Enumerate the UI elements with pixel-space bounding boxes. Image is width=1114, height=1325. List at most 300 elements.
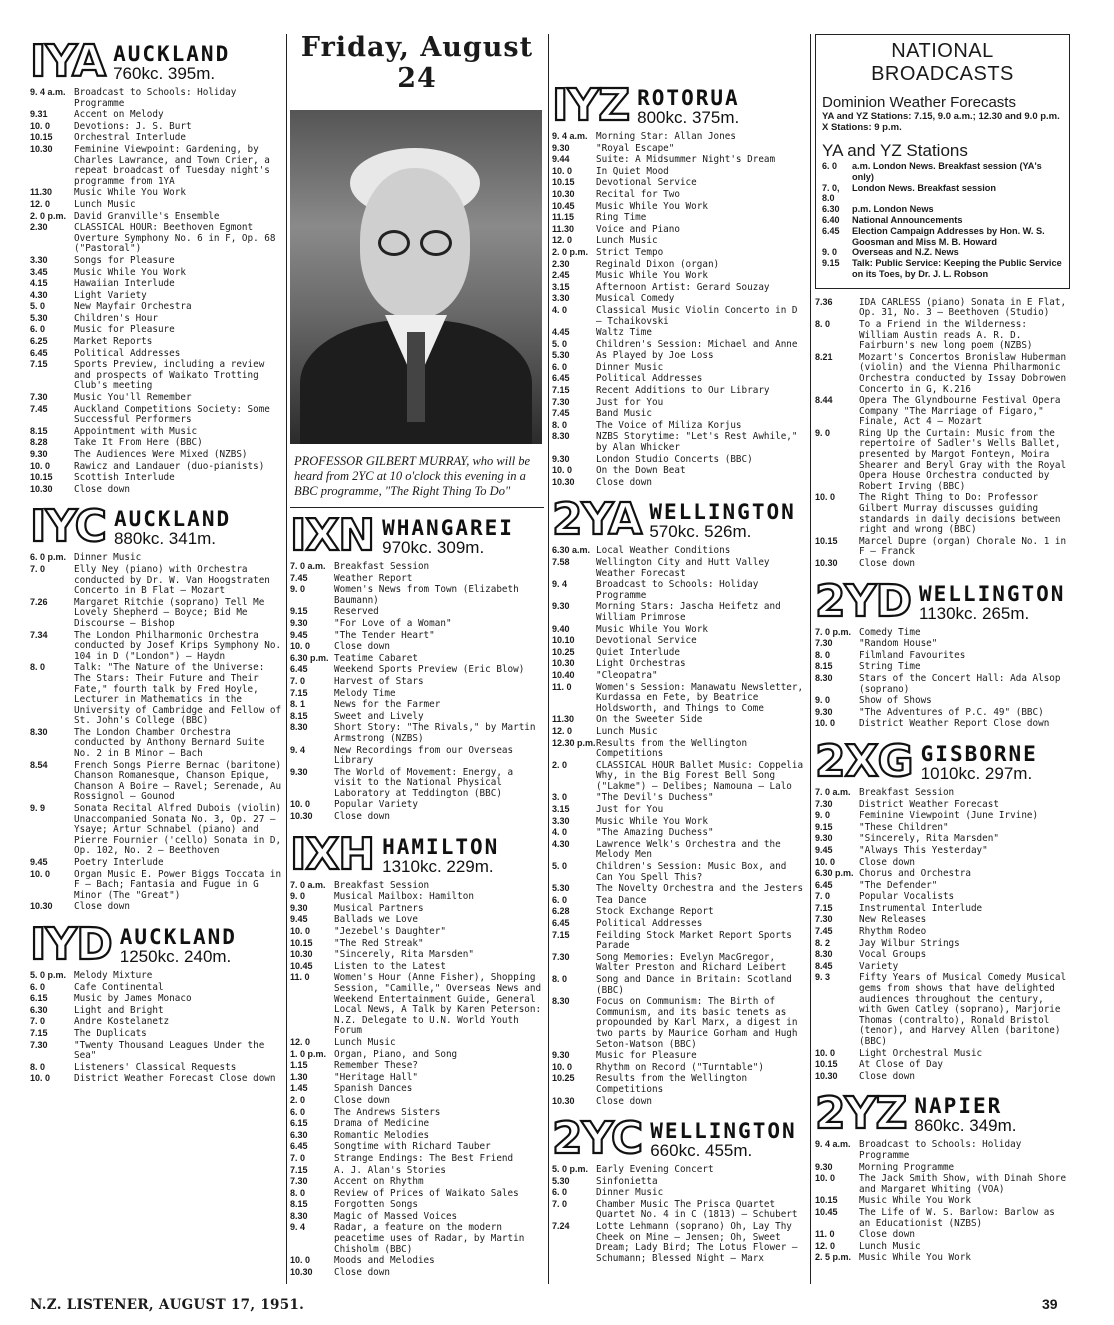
programme-time: 7.30 — [815, 798, 833, 809]
programme-title: Strange Endings: The Best Friend — [334, 1152, 514, 1164]
programme-title: Drama of Medicine — [334, 1118, 430, 1130]
programme-title: District Weather Report Close down — [859, 718, 1050, 730]
programme-item — [552, 579, 806, 601]
programme-time: 12. 0 — [815, 1240, 836, 1251]
programme-item — [290, 722, 544, 744]
programme-item — [815, 833, 1070, 845]
programme-item — [815, 1229, 1070, 1241]
programme-time: 8. 1 — [290, 699, 306, 710]
programme-title: Sonata Recital Alfred Dubois (violin) Unaccompanied Sonata No. 3, Op. 27 — Ysaye; Artur Schnabel (piano) and Pierre Fournier ('cello) Sonata in D, Op. 102, No. 2 — Beethoven — [74, 803, 282, 857]
programme-title: The Duplicats — [74, 1027, 147, 1039]
programme-time: 1. 0 p.m. — [290, 1048, 327, 1059]
programme-time: 10. 0 — [290, 926, 311, 937]
station-header-2yc — [552, 1113, 806, 1165]
programme-item — [290, 1211, 544, 1223]
programme-title: Music You'll Remember — [74, 392, 192, 404]
station-city: AUCKLAND — [113, 42, 231, 66]
programme-time: 6.45 — [815, 879, 833, 890]
programme-time: 9.30 — [290, 617, 308, 628]
programme-time: 2. 0 — [290, 1094, 306, 1105]
programme-title: Sweet and Lively — [334, 710, 424, 722]
station-header-1yz — [552, 80, 806, 131]
programme-time: 9. 3 — [815, 972, 831, 983]
programme-item — [290, 949, 544, 961]
programme-time: 7. 0 — [30, 1016, 46, 1027]
programme-time: 2.30 — [552, 258, 570, 269]
national-item — [822, 226, 1063, 248]
programme-time: 9. 9 — [30, 803, 46, 814]
programme-item — [552, 373, 806, 385]
programme-title: Melody Mixture — [74, 969, 153, 981]
programme-time: 8.30 — [552, 431, 570, 442]
portrait-photo — [290, 110, 542, 444]
programme-time: 5.30 — [552, 883, 570, 894]
national-item-time: 6.45 — [822, 225, 840, 236]
programme-item — [552, 465, 806, 477]
programme-time: 10.30 — [290, 1266, 313, 1277]
programme-time: 7.15 — [30, 1027, 48, 1038]
page-title: Friday, August 24 — [300, 34, 534, 94]
programme-time: 9. 4 — [290, 744, 306, 755]
programme-item — [552, 1073, 806, 1095]
programme-item — [290, 880, 544, 892]
programme-title: "Heritage Hall" — [334, 1071, 418, 1083]
programme-time: 9.30 — [552, 601, 570, 612]
programme-time: 3.30 — [552, 815, 570, 826]
programme-time: 8.15 — [815, 661, 833, 672]
programme-title: On the Sweeter Side — [596, 714, 703, 726]
programme-item — [30, 662, 282, 727]
programme-title: Wellington City and Hutt Valley Weather Forecast — [596, 557, 770, 579]
programme-time: 3.30 — [552, 293, 570, 304]
programme-item — [290, 767, 544, 800]
programme-title: Music While You Work — [74, 266, 186, 278]
programme-title: Children's Session: Michael and Anne — [596, 338, 798, 350]
programme-item — [290, 1130, 544, 1142]
programme-time: 7.30 — [815, 914, 833, 925]
programme-title: Close down — [74, 901, 130, 913]
programme-item — [815, 787, 1070, 799]
programme-item — [552, 816, 806, 828]
programme-item — [30, 901, 282, 913]
programme-title: Suite: A Midsummer Night's Dream — [596, 154, 776, 166]
programme-title: Rawicz and Landauer (duo-pianists) — [74, 460, 265, 472]
programme-item — [552, 1062, 806, 1074]
programme-title: Music for Pleasure — [596, 1050, 697, 1062]
programme-time: 4.45 — [552, 327, 570, 338]
programme-time: 7.15 — [30, 359, 48, 370]
programme-item — [30, 278, 282, 290]
station-city: WELLINGTON — [650, 1119, 797, 1144]
programme-title: Moods and Melodies — [334, 1255, 435, 1267]
column-2 — [290, 34, 544, 1278]
programme-title: CLASSICAL HOUR Ballet Music: Coppelia Why, in the Big Forest Bell Song ("Lakme") — Delibes; Namouna — Lalo — [596, 759, 804, 792]
programme-title: Poetry Interlude — [74, 857, 164, 868]
station-frequency: 1310kc. 229m. — [382, 856, 494, 876]
programme-title: Close down — [859, 1070, 915, 1082]
programme-title: Children's Session: Music Box, and Can You Spell This? — [596, 861, 787, 883]
national-broadcasts-box — [815, 34, 1070, 289]
national-item-text: Overseas and N.Z. News — [852, 247, 959, 258]
programme-time: 10. 0 — [290, 799, 311, 810]
programme-time: 9.30 — [552, 142, 570, 153]
station-frequency: 760kc. 395m. — [113, 64, 216, 83]
programme-title: Close down — [859, 558, 915, 570]
station-frequency: 1250kc. 240m. — [119, 946, 232, 966]
programme-title: Forgotten Songs — [334, 1199, 418, 1211]
programme-item — [30, 324, 282, 336]
programme-title: "For Love of a Woman" — [334, 617, 452, 629]
programme-item — [30, 1062, 282, 1074]
programme-title: Music While You Work — [859, 1195, 971, 1207]
programme-title: The Andrews Sisters — [334, 1106, 441, 1118]
programme-time: 7.15 — [290, 687, 308, 698]
programme-time: 2.30 — [30, 222, 48, 233]
programme-item — [815, 428, 1070, 493]
programme-title: New Recordings from our Overseas Library — [334, 744, 514, 767]
programme-title: Women's Session: Manawatu Newsletter, Kurdassa en Fete, by Beatrice Holdsworth, and Things to Come — [596, 681, 804, 714]
programme-title: Feminine Viewpoint: Gardening, by Charles Lawrance, and Town Crier, a repeat broadcast of Tuesday night's programme from 1YA — [74, 143, 270, 187]
programme-item — [290, 630, 544, 642]
programme-item — [552, 235, 806, 247]
programme-item — [552, 906, 806, 918]
programme-time: 10.30 — [552, 1095, 575, 1106]
programme-time: 12.30 p.m. — [552, 737, 596, 748]
programme-title: Waltz Time — [596, 327, 652, 339]
programme-item — [552, 760, 806, 793]
programme-item — [815, 673, 1070, 695]
programme-item — [552, 601, 806, 623]
programme-time: 9.30 — [290, 902, 308, 913]
programme-item — [552, 918, 806, 930]
station-frequency: 570kc. 526m. — [649, 522, 752, 542]
programme-item — [552, 339, 806, 351]
programme-title: Review of Prices of Waikato Sales — [334, 1187, 519, 1199]
programme-time: 10.30 — [30, 143, 53, 154]
programme-time: 9. 4 — [290, 1222, 306, 1233]
programme-title: Political Addresses — [596, 918, 703, 929]
programme-time: 8.30 — [552, 996, 570, 1007]
programme-time: 7.36 — [815, 296, 833, 307]
programme-item — [290, 688, 544, 700]
programme-item — [552, 189, 806, 201]
programme-item — [30, 472, 282, 484]
programme-title: Tea Dance — [596, 894, 647, 906]
station-city: WHANGAREI — [382, 516, 514, 540]
programme-item — [30, 109, 282, 121]
programme-title: Popular Vocalists — [859, 891, 955, 903]
programme-title: Comedy Time — [859, 626, 921, 638]
programme-time: 1.15 — [290, 1060, 308, 1071]
programme-item — [815, 695, 1070, 707]
national-item — [822, 215, 1063, 226]
weather-times-x: X Stations: 9 p.m. — [822, 122, 902, 133]
programme-title: Political Addresses — [596, 373, 703, 385]
programme-title: Close down — [859, 856, 915, 868]
programme-item — [30, 552, 282, 564]
programme-title: Broadcast to Schools: Holiday Programme — [859, 1139, 1022, 1161]
programme-time: 9. 4 a.m. — [552, 131, 588, 141]
station-city: GISBORNE — [920, 741, 1038, 766]
programme-item — [815, 914, 1070, 926]
programme-item — [30, 1028, 282, 1040]
programme-item — [552, 201, 806, 213]
programme-item — [290, 914, 544, 926]
programme-item — [30, 426, 282, 438]
programme-title: Breakfast Session — [334, 879, 430, 891]
programme-title: Song and Dance in Britain: Scotland (BBC) — [596, 973, 792, 996]
programme-time: 8.30 — [815, 672, 833, 683]
programme-title: Light Orchestras — [596, 658, 686, 670]
programme-item — [30, 993, 282, 1005]
programme-time: 5.30 — [552, 1175, 570, 1186]
national-item — [822, 204, 1063, 215]
programme-item — [815, 822, 1070, 834]
programme-item — [30, 1016, 282, 1028]
programme-item — [815, 718, 1070, 730]
programme-item — [290, 561, 544, 573]
programme-time: 7.15 — [815, 902, 833, 913]
programme-item — [290, 699, 544, 711]
programme-time: 8.45 — [815, 960, 833, 971]
programme-item — [815, 857, 1070, 869]
programme-title: "The Defender" — [859, 879, 938, 891]
programme-title: Focus on Communism: The Birth of Communism, and its basic tenets as propounded by Karl Marx, a digest in two parts by Maurice Gorham and Hugh Seton-Watson (BBC) — [596, 996, 798, 1050]
station-logo: IYD — [30, 918, 112, 970]
programme-list — [815, 627, 1070, 730]
programme-item — [30, 484, 282, 496]
programme-item — [30, 313, 282, 325]
programme-time: 7. 0 a.m. — [815, 786, 851, 797]
programme-time: 5. 0 — [552, 338, 568, 349]
programme-time: 5. 0 p.m. — [552, 1164, 589, 1175]
programme-title: Accent on Melody — [74, 109, 164, 121]
programme-item — [30, 187, 282, 199]
programme-title: Dinner Music — [596, 1187, 664, 1199]
programme-time: 10.10 — [552, 635, 575, 646]
programme-time: 7. 0 — [30, 563, 46, 574]
programme-time: 6.25 — [30, 336, 48, 347]
programme-title: The Right Thing to Do: Professor Gilbert Murray discusses guiding standards in daily decisions between right and wrong (BBC) — [859, 492, 1061, 536]
programme-title: Music for Pleasure — [74, 324, 175, 336]
programme-title: To a Friend in the Wilderness: William Austin reads A. R. D. Fairburn's new long poem (NZBS) — [859, 318, 1033, 352]
programme-title: Lunch Music — [334, 1036, 396, 1048]
programme-time: 9. 4 a.m. — [815, 1139, 851, 1150]
programme-item — [815, 845, 1070, 857]
station-city: WELLINGTON — [649, 500, 796, 525]
programme-time: 7.30 — [30, 392, 48, 403]
station-header-1yc — [30, 501, 282, 553]
programme-item — [815, 536, 1070, 558]
programme-time: 10. 0 — [30, 868, 51, 879]
programme-item — [552, 166, 806, 178]
programme-item — [815, 638, 1070, 650]
programme-item — [290, 653, 544, 665]
programme-time: 4. 0 — [552, 827, 568, 838]
programme-time: 8.15 — [290, 710, 308, 721]
programme-time: 8.30 — [290, 722, 308, 733]
programme-title: London Studio Concerts (BBC) — [596, 453, 753, 465]
programme-list — [290, 561, 544, 823]
programme-time: 2. 0 p.m. — [30, 210, 67, 221]
programme-item — [815, 949, 1070, 961]
programme-time: 11.30 — [552, 714, 575, 725]
programme-title: Music While You Work — [596, 815, 708, 827]
programme-title: Women's News from Town (Elizabeth Baumann) — [334, 584, 519, 606]
programme-item — [290, 606, 544, 618]
programme-time: 9.15 — [815, 821, 833, 832]
programme-time: 7.30 — [815, 638, 833, 649]
programme-time: 5. 0 — [552, 861, 568, 872]
programme-item — [290, 938, 544, 950]
programme-time: 9.30 — [815, 833, 833, 844]
programme-item — [552, 861, 806, 883]
programme-item — [290, 1072, 544, 1084]
programme-time: 7. 0 — [815, 891, 831, 902]
programme-item — [552, 247, 806, 259]
programme-item — [290, 711, 544, 723]
station-city: WELLINGTON — [919, 581, 1066, 606]
programme-title: Feminine Viewpoint (June Irvine) — [859, 810, 1039, 822]
programme-time: 6.45 — [552, 918, 570, 928]
programme-time: 8.54 — [30, 759, 48, 770]
programme-title: Dinner Music — [74, 552, 142, 564]
programme-title: Mozart's Concertos Bronislaw Huberman (violin) and the Vienna Philharmonic Orchestra conducted by Issay Dobrowen Concerto in G, K.216 — [859, 351, 1067, 395]
station-logo: IYC — [30, 501, 106, 553]
national-item — [822, 247, 1063, 258]
programme-item — [815, 1241, 1070, 1253]
station-city: AUCKLAND — [113, 507, 232, 532]
programme-title: Musical Mailbox: Hamilton — [334, 891, 474, 903]
programme-title: New Mayfair Orchestra — [74, 301, 192, 313]
station-city: AUCKLAND — [119, 924, 237, 949]
programme-title: Andre Kostelanetz — [74, 1016, 170, 1028]
programme-time: 6.30 a.m. — [552, 545, 591, 556]
programme-item — [30, 857, 282, 869]
programme-title: "These Children" — [859, 821, 949, 833]
programme-time: 10.15 — [552, 177, 575, 188]
programme-item — [815, 707, 1070, 719]
programme-item — [552, 293, 806, 305]
programme-time: 10.15 — [815, 535, 838, 546]
programme-title: Instrumental Interlude — [859, 902, 983, 914]
station-header-2yz — [815, 1088, 1070, 1140]
national-item-text: Talk: Public Service: Keeping the Public Service on its Toes, by Dr. J. L. Robson — [852, 258, 1062, 279]
programme-title: Results from the Wellington Competitions — [596, 1073, 748, 1095]
programme-time: 7.30 — [30, 1039, 48, 1050]
programme-item — [552, 682, 806, 715]
programme-title: Recital for Two — [596, 188, 680, 200]
programme-title: Morning Star: Allan Jones — [596, 131, 736, 142]
programme-title: Breakfast Session — [859, 786, 955, 798]
station-logo: 2XG — [815, 735, 913, 787]
programme-item — [552, 714, 806, 726]
national-broadcasts-title: NATIONAL BROADCASTS — [871, 40, 1014, 85]
programme-item — [552, 1187, 806, 1199]
programme-title: Early Evening Concert — [596, 1164, 714, 1176]
programme-item — [290, 903, 544, 915]
programme-title: Weather Report — [334, 572, 413, 584]
programme-title: Lunch Music — [596, 235, 658, 247]
programme-time: 3.30 — [30, 254, 48, 265]
programme-time: 8. 0 — [815, 649, 831, 660]
programme-title: Melody Time — [334, 687, 396, 699]
programme-time: 6.15 — [290, 1118, 308, 1129]
programme-time: 10.30 — [290, 811, 313, 822]
programme-item — [290, 1199, 544, 1211]
programme-item — [290, 745, 544, 767]
programme-time: 6.28 — [552, 906, 570, 917]
programme-item — [290, 1267, 544, 1279]
programme-item — [290, 1107, 544, 1119]
programme-title: Lunch Music — [859, 1240, 921, 1252]
programme-title: Devotions: J. S. Burt — [74, 120, 192, 132]
programme-time: 8. 0 — [552, 973, 568, 984]
programme-time: 9.45 — [290, 914, 308, 925]
programme-item — [30, 267, 282, 279]
programme-time: 10.15 — [815, 1059, 838, 1070]
station-frequency: 660kc. 455m. — [650, 1141, 753, 1161]
programme-item — [815, 352, 1070, 395]
programme-time: 10. 0 — [815, 1173, 836, 1184]
programme-item — [30, 1040, 282, 1062]
programme-time: 10.15 — [290, 937, 313, 948]
programme-title: On the Down Beat — [596, 465, 686, 477]
programme-title: Musical Partners — [334, 902, 424, 914]
programme-item — [552, 259, 806, 271]
programme-time: 10.45 — [815, 1206, 838, 1217]
programme-title: Music While You Work — [74, 187, 186, 199]
programme-title: Marcel Dupre (organ) Chorale No. 1 in F — Franck — [859, 535, 1067, 558]
programme-time: 9.30 — [290, 766, 308, 777]
programme-item — [552, 930, 806, 952]
programme-time: 1.45 — [290, 1083, 308, 1094]
programme-item — [552, 1199, 806, 1221]
programme-item — [552, 792, 806, 804]
programme-item — [552, 839, 806, 861]
programme-time: 7.30 — [552, 396, 570, 407]
programme-time: 9. 4 — [552, 579, 568, 590]
programme-item — [290, 1083, 544, 1095]
weather-forecasts-heading: Dominion Weather Forecasts — [822, 94, 1016, 111]
page-number: 39 — [1042, 1296, 1058, 1312]
programme-time: 10. 0 — [552, 165, 573, 176]
programme-time: 9.30 — [815, 1161, 833, 1172]
programme-time: 10. 0 — [815, 718, 836, 729]
programme-item — [290, 1153, 544, 1165]
programme-item — [815, 297, 1070, 319]
programme-title: Radar, a feature on the modern peacetime uses of Radar, by Martin Chisholm (BBC) — [334, 1222, 525, 1255]
programme-title: Morning Programme — [859, 1161, 955, 1173]
station-header-1xn — [290, 510, 544, 561]
programme-time: 7.15 — [552, 385, 570, 396]
programme-title: News for the Farmer — [334, 699, 441, 711]
programme-title: Chamber Music The Prisca Quartet Quartet No. 4 in C (1813) — Schubert — [596, 1198, 798, 1221]
programme-item — [815, 972, 1070, 1047]
national-item-text: a.m. London News. Breakfast session (YA's only) — [852, 161, 1042, 182]
programme-title: Just for You — [596, 804, 664, 816]
programme-item — [815, 492, 1070, 535]
national-item-time: 6.30 — [822, 204, 840, 215]
national-item-time: 9. 0 — [822, 247, 838, 258]
programme-item — [815, 661, 1070, 673]
programme-item — [30, 803, 282, 857]
programme-time: 6. 0 — [552, 361, 568, 372]
national-item-time: 6.40 — [822, 214, 840, 225]
programme-item — [30, 132, 282, 144]
programme-title: The Novelty Orchestra and the Jesters — [596, 883, 804, 895]
programme-item — [552, 996, 806, 1050]
